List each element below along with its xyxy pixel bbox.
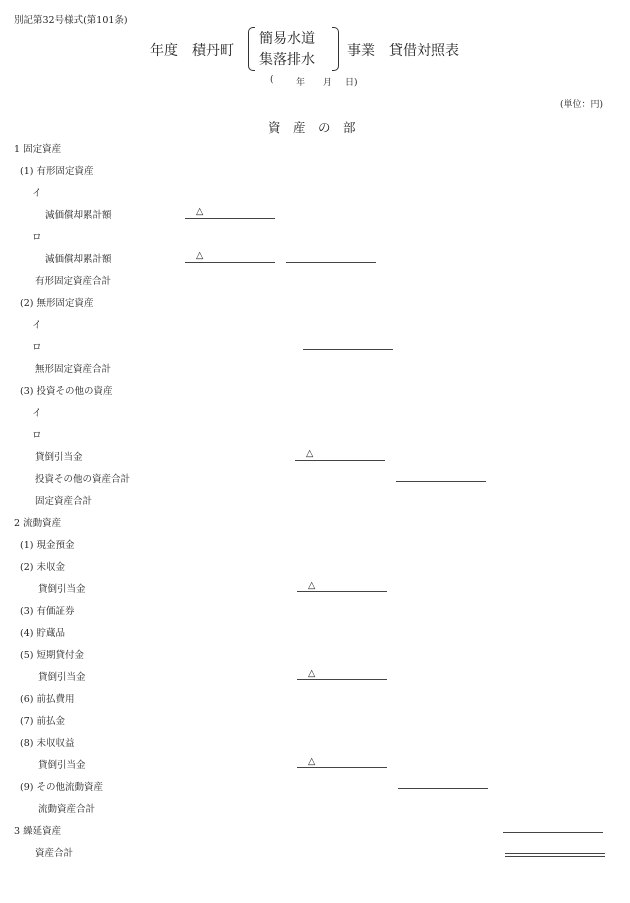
amount-line [295, 460, 385, 461]
document-title: 貸借対照表 [389, 43, 459, 59]
row-label: (5) 短期貸付金 [20, 650, 84, 661]
amount-line [297, 679, 387, 680]
row-label: (3) 投資その他の資産 [20, 386, 113, 397]
total-line [398, 788, 488, 789]
grand-total-line [503, 832, 603, 833]
town-name: 積丹町 [192, 43, 234, 59]
subtotal-line [303, 349, 393, 350]
bracket-option-water: 簡易水道 [259, 31, 315, 47]
negative-triangle: △ [306, 448, 314, 459]
negative-triangle: △ [196, 250, 204, 261]
row-label: 減価償却累計額 [45, 210, 112, 221]
row-label: (7) 前払金 [20, 716, 65, 727]
row-label: 貸倒引当金 [38, 760, 86, 771]
row-label: ロ [32, 430, 42, 441]
date-month: 月 [323, 78, 333, 88]
subtotal-line [286, 262, 376, 263]
amount-line [297, 591, 387, 592]
left-bracket [248, 27, 255, 71]
total-line [396, 481, 486, 482]
row-label: 減価償却累計額 [45, 254, 112, 265]
row-label: (4) 貯蔵品 [20, 628, 65, 639]
row-label: 1 固定資産 [14, 144, 62, 155]
amount-line [185, 262, 275, 263]
negative-triangle: △ [308, 668, 316, 679]
row-label: 3 繰延資産 [14, 826, 62, 837]
row-label: 流動資産合計 [38, 804, 96, 815]
right-bracket [332, 27, 339, 71]
row-label: (1) 現金預金 [20, 540, 75, 551]
row-label: (9) その他流動資産 [20, 782, 103, 793]
row-label: ロ [32, 342, 42, 353]
date-year: 年 [296, 78, 306, 88]
row-label: 固定資産合計 [35, 496, 93, 507]
row-label: 資産合計 [35, 848, 74, 859]
unit-label: (単位：円) [560, 100, 604, 110]
row-label: 投資その他の資産合計 [35, 474, 131, 485]
row-label: (3) 有価証券 [20, 606, 75, 617]
row-label: イ [32, 320, 42, 331]
row-label: (2) 無形固定資産 [20, 298, 94, 309]
row-label: 貸倒引当金 [38, 584, 86, 595]
row-label: イ [32, 408, 42, 419]
grand-total-double-line [505, 853, 605, 857]
row-label: 無形固定資産合計 [35, 364, 112, 375]
negative-triangle: △ [308, 756, 316, 767]
amount-line [185, 218, 275, 219]
row-label: (2) 未収金 [20, 562, 65, 573]
business-label: 事業 [347, 43, 375, 59]
negative-triangle: △ [308, 580, 316, 591]
row-label: 貸倒引当金 [35, 452, 83, 463]
row-label: (6) 前払費用 [20, 694, 75, 705]
date-open: ( [270, 75, 274, 85]
row-label: 有形固定資産合計 [35, 276, 112, 287]
row-label: ロ [32, 232, 42, 243]
form-number: 別記第32号様式(第101条) [14, 15, 128, 26]
row-label: 2 流動資産 [14, 518, 62, 529]
negative-triangle: △ [196, 206, 204, 217]
date-day: 日) [345, 78, 358, 88]
row-label: (1) 有形固定資産 [20, 166, 94, 177]
row-label: イ [32, 188, 42, 199]
amount-line [297, 767, 387, 768]
bracket-option-sewer: 集落排水 [259, 52, 315, 68]
row-label: (8) 未収収益 [20, 738, 75, 749]
year-label: 年度 [150, 43, 178, 59]
section-title: 資 産 の 部 [268, 120, 356, 135]
row-label: 貸倒引当金 [38, 672, 86, 683]
